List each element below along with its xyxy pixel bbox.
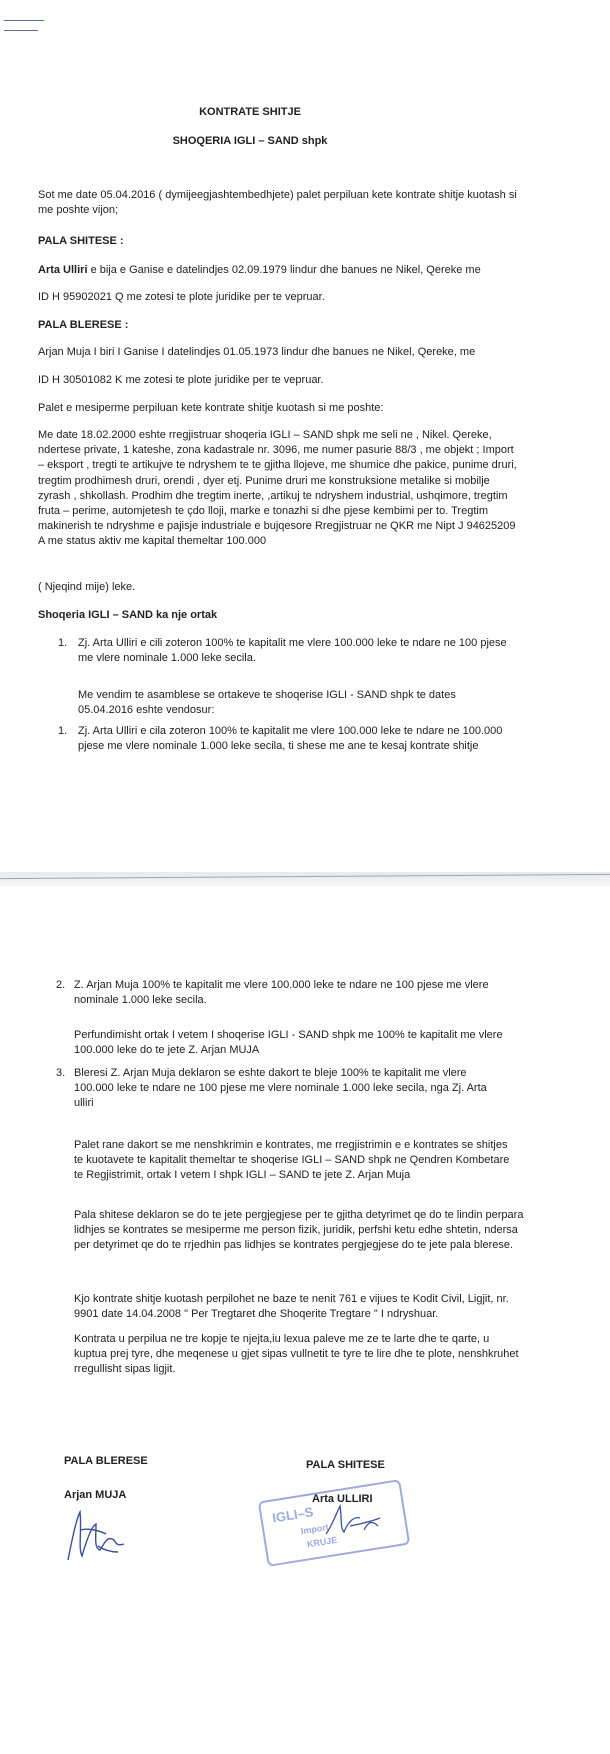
scan-mark [4,30,38,31]
seller-name: Arta Ulliri [38,264,88,276]
item-3-number: 3. [56,1067,66,1079]
stamp-line-3: KRUJE [306,1534,338,1550]
seller-heading: PALA SHITESE : [38,235,124,247]
partners-heading: Shoqeria IGLI – SAND ka nje ortak [38,609,218,621]
stamp-line-2: Import [300,1521,330,1537]
buyer-heading: PALA BLERESE : [38,319,129,331]
signature-seller-name: Arta ULLIRI [312,1493,373,1505]
item-2-number: 2. [56,979,66,991]
seller-details-line1 [38,263,538,278]
decision-1-number: 1. [58,725,68,737]
contract-page-1 [0,0,610,872]
stamp-line-1: IGLI–S [271,1504,315,1526]
assembly-decision: Me vendim te asamblese se ortakeve te shoqerise IGLI - SAND shpk te dates 05.04.2016 eshte vendosur: [78,689,456,717]
intro-paragraph: Sot me date 05.04.2016 ( dymijeegjashtembedhjete) palet perpiluan kete kontrate shitje kuotash si me poshte vijon; [38,189,517,217]
final-partner-text: Perfundimisht ortak I vetem I shoqerise IGLI - SAND shpk me 100% te kapitalit me vlere 100.000 leke do te jete Z. Arjan MUJA [74,1029,503,1057]
item-1-number: 1. [58,637,68,649]
agreement-paragraph: Palet rane dakort se me nenshkrimin e kontrates, me rregjistrimin e e kontrates se shitjes te kuotavete te kapitalit themeltar te shoqerise IGLI – SAND shpk ne Qendren Kombetare te Regjistrimit, ortak I vetem I shpk IGLI – SAND te jete Z. Arjan Muja [74,1139,510,1182]
legal-basis-paragraph: Kjo kontrate shitje kuotash perpilohet ne baze te nenit 761 e vijues te Kodit Civil, Ligjit, nr. 9901 date 14.04.2008 " Per Tregtaret dhe Shoqerite Tregtare " I ndryshuar. [74,1293,509,1321]
company-description: Me date 18.02.2000 eshte rregjistruar shoqeria IGLI – SAND shpk me seli ne , Nikel. Qereke, ndertese private, 1 kateshe, zona kadastrale nr. 3096, me numer pasurie 88/3 , me objekt ; Import – eksport , tregti te artikujve te ndryshem te te gjitha llojeve, me shumice dhe pakice, punime druri, tregtim prodhimesh druri, orendi , dyer etj. Punime druri me konstruksione metalike si mobilje zyrash , shkollash. Prodhim dhe tregtim inerte, ,artikuj te ndryshem industrial, ushqimore, tregtim fruta – perime, automjetesh te çdo lloji, marke e tonazhi si dhe pjese kembimi per to. Tregtim makinerish te ndryshme e pajisje industriale e bujqesore Rregjistruar ne QKR me Nipt J 94625209 A me status aktiv me kapital themeltar 100.000 [38,429,517,548]
page-break [0,872,610,886]
item-1-text: Zj. Arta Ulliri e cili zoteron 100% te kapitalit me vlere 100.000 leke te ndare ne 100 pjese me vlere nominale 1.000 leke secila. [78,637,507,665]
signature-seller-heading: PALA SHITESE [306,1459,385,1471]
seller-signature [320,1496,400,1546]
scan-mark [4,20,44,21]
seller-details-line2: ID H 95902021 Q me zotesi te plote juridike per te vepruar. [38,291,325,303]
decision-1-text: Zj. Arta Ulliri e cila zoteron 100% te kapitalit me vlere 100.000 leke te ndare ne 100.000 pjese me vlere nominale 1.000 leke secila, ti shese me ane te kesaj kontrate shitje [78,725,503,753]
contract-page-2 [0,886,610,1754]
buyer-details-line1: Arjan Muja I biri I Ganise I datelindjes 01.05.1973 lindur dhe banues ne Nikel, Qereke, me [38,346,476,358]
item-2-text: Z. Arjan Muja 100% te kapitalit me vlere 100.000 leke te ndare ne 100 pjese me vlere nominale 1.000 leke secila. [74,979,489,1007]
capital-words: ( Njeqind mije) leke. [38,581,136,593]
buyer-details-line2: ID H 30501082 K me zotesi te plote juridike per te vepruar. [38,374,324,386]
liability-paragraph: Pala shitese deklaron se do te jete pergjegjese per te gjitha detyrimet qe do te lindin perpara lidhjes se kontrates se mesiperme me person fizik, juridik, perfshi ketu edhe shtetin, ndersa per detyrimet qe do te rrjedhin pas lidhjes se kontrates pergjegjese do te jete pala bleresе. [74,1209,524,1252]
parties-statement: Palet e mesiperme perpiluan kete kontrate shitje kuotash si me poshte: [38,402,384,414]
closing-paragraph: Kontrata u perpilua ne tre kopje te njejta,iu lexua paleve me ze te larte dhe te qarte, u kuptua prej tyre, dhe meqenese u gjet sipas vullnetit te tyre te lire dhe te plote, nenshkruhet rregullisht sipas ligjit. [74,1333,519,1376]
buyer-signature [58,1500,138,1570]
signature-buyer-heading: PALA BLERESE [64,1455,148,1467]
contract-title: KONTRATE SHITJE [199,106,301,118]
company-subtitle: SHOQERIA IGLI – SAND shpk [172,135,328,147]
signature-buyer-name: Arjan MUJA [64,1489,127,1501]
item-3-text: Bleresi Z. Arjan Muja deklaron se eshte dakort te bleje 100% te kapitalit me vlere 100.000 leke te ndare ne 100 pjese me vlere nominale 1.000 leke secila, nga Zj. Arta ulliri [74,1067,487,1110]
seller-details-text: e bija e Ganise e datelindjes 02.09.1979 lindur dhe banues ne Nikel, Qereke me [87,264,481,276]
